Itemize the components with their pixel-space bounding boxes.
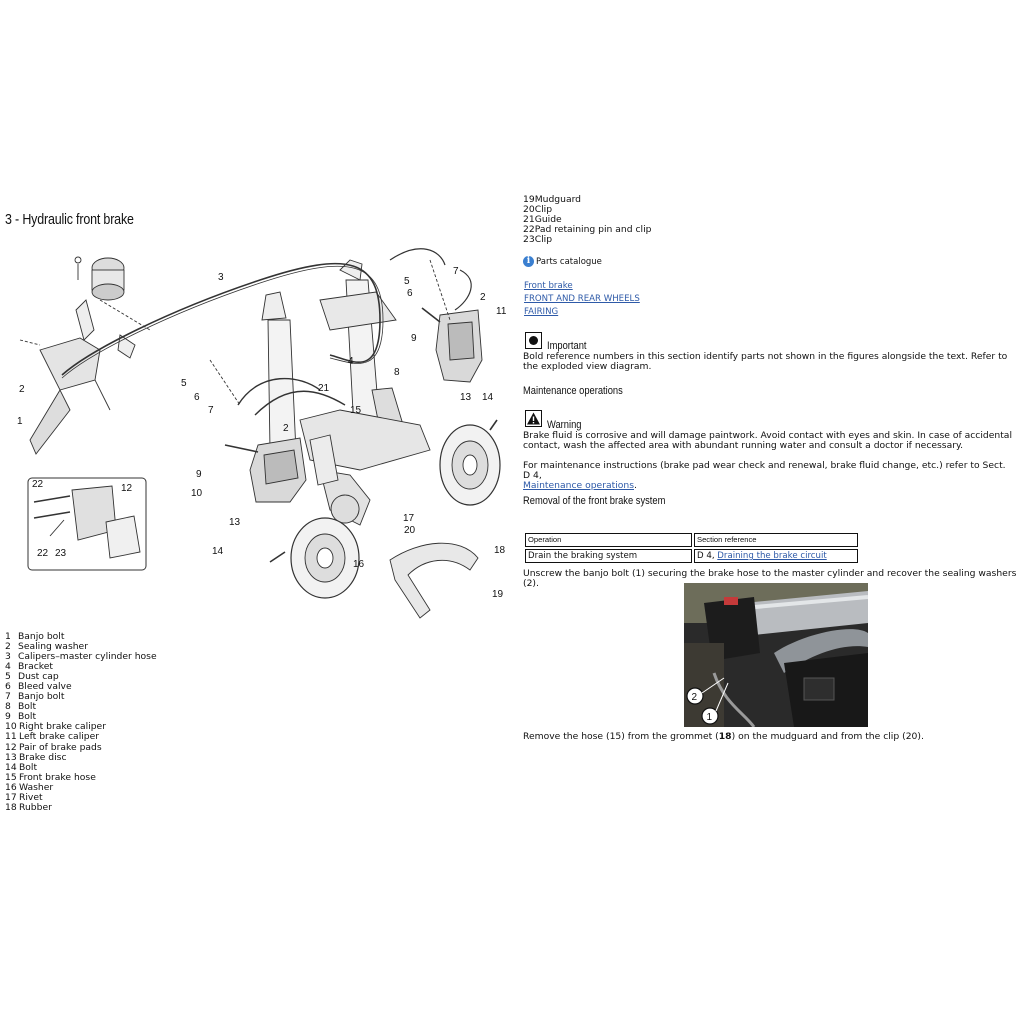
callout-14: 14 (212, 546, 224, 557)
legend-label: Rivet (19, 791, 43, 803)
legend-label: Front brake hose (19, 771, 96, 783)
callout-6: 6 (407, 288, 413, 299)
table-cell-reference: D 4, Draining the brake circuit (694, 549, 858, 563)
master-cylinder-photo (684, 583, 868, 727)
legend-number: 17 (5, 791, 17, 803)
warning-heading: Warning (547, 419, 582, 431)
callout-16: 16 (353, 559, 365, 570)
legend-number: 10 (5, 721, 17, 733)
link-front-rear-wheels[interactable]: FRONT AND REAR WHEELS (524, 294, 640, 305)
legend-label: Bolt (18, 711, 37, 723)
legend-label: Washer (19, 781, 54, 793)
legend-number: 8 (5, 701, 11, 713)
callout-9: 9 (196, 469, 202, 480)
operations-table (523, 531, 860, 565)
callout-2: 2 (19, 384, 25, 395)
legend-label: Dust cap (18, 671, 59, 683)
callout-21: 21 (318, 383, 330, 394)
link-front-brake[interactable]: Front brake (524, 281, 573, 291)
link-draining-brake-circuit[interactable]: Draining the brake circuit (717, 551, 827, 561)
legend-item (523, 235, 652, 245)
parts-legend (5, 632, 157, 813)
table-cell-operation: Drain the braking system (525, 549, 692, 563)
legend-number: 18 (5, 801, 17, 813)
legend-number: 1 (5, 631, 11, 642)
callout-5: 5 (181, 378, 187, 389)
legend-number: 7 (5, 691, 11, 703)
legend-label: Mudguard (534, 194, 582, 205)
legend-label: Banjo bolt (18, 691, 65, 703)
info-icon: i (523, 256, 534, 267)
parts-catalogue (523, 256, 602, 267)
callout-3: 3 (218, 272, 224, 283)
legend-number: 4 (5, 661, 11, 673)
legend-number: 6 (5, 681, 11, 693)
callout-15: 15 (350, 405, 362, 416)
legend-label: Pad retaining pin and clip (534, 224, 652, 236)
callout-6: 6 (194, 392, 200, 403)
legend-number: 12 (5, 741, 17, 753)
legend-number: 3 (5, 651, 11, 663)
callout-19: 19 (492, 589, 504, 600)
legend-label: Clip (534, 234, 553, 246)
legend-number: 13 (5, 751, 17, 763)
exploded-view-diagram (0, 240, 515, 625)
callout-14: 14 (482, 392, 494, 403)
legend-number: 16 (5, 781, 17, 793)
legend-label: Rubber (19, 801, 52, 813)
legend-number: 23 (523, 234, 535, 246)
legend-label: Right brake caliper (19, 721, 106, 733)
callout-9: 9 (411, 333, 417, 344)
callout-17: 17 (403, 513, 415, 524)
legend-label: Bolt (19, 761, 38, 773)
callout-2: 2 (283, 423, 289, 434)
important-icon (525, 332, 542, 349)
warning-text: Brake fluid is corrosive and will damage paintwork. Avoid contact with eyes and skin. In case of accidental contact, wash the affected area with abundant running water and consult a doctor if necessary. (523, 430, 1012, 452)
legend-number: 5 (5, 671, 11, 683)
legend-label: Bracket (18, 661, 54, 673)
legend-label: Guide (534, 214, 562, 226)
maintenance-note: For maintenance instructions (brake pad wear check and renewal, brake fluid change, etc.) refer to Sect. D 4, Maintenance operations. (523, 460, 1006, 492)
table-header-section-reference: Section reference (694, 533, 858, 547)
table-header-operation: Operation (525, 533, 692, 547)
warning-icon (525, 410, 542, 427)
legend-item (5, 803, 157, 813)
legend-label: Bleed valve (18, 681, 72, 693)
callout-10: 10 (191, 488, 203, 499)
important-text: Bold reference numbers in this section identify parts not shown in the figures alongside the text. Refer to the exploded view diagram. (523, 351, 1008, 373)
section-title: 3 - Hydraulic front brake (5, 212, 134, 228)
callout-2: 2 (480, 292, 486, 303)
legend-number: 14 (5, 761, 17, 773)
step-1-text: Unscrew the banjo bolt (1) securing the brake hose to the master cylinder and recover the sealing washers (2). (523, 568, 1017, 590)
link-maintenance-operations[interactable]: Maintenance operations (523, 480, 634, 492)
parts-legend-continued (523, 195, 652, 245)
callout-4: 4 (348, 356, 354, 367)
legend-number: 2 (5, 641, 11, 653)
legend-label: Clip (534, 204, 553, 216)
callout-8: 8 (394, 367, 400, 378)
callout-23: 23 (55, 548, 67, 559)
legend-number: 15 (5, 771, 17, 783)
callout-13: 13 (460, 392, 472, 403)
legend-label: Pair of brake pads (19, 741, 102, 753)
legend-label: Bolt (18, 701, 37, 713)
callout-1: 1 (17, 416, 23, 427)
table-row (525, 549, 858, 563)
callout-12: 12 (121, 483, 133, 494)
legend-number: 9 (5, 711, 11, 723)
parts-catalogue-label: Parts catalogue (536, 256, 602, 267)
callout-11: 11 (496, 306, 507, 317)
callout-13: 13 (229, 517, 241, 528)
legend-label: Sealing washer (18, 641, 88, 653)
legend-number: 21 (523, 214, 535, 226)
legend-number: 11 (5, 731, 17, 743)
photo-callout-2: 2 (691, 692, 698, 703)
legend-label: Calipers–master cylinder hose (18, 651, 157, 663)
legend-number: 19 (523, 194, 535, 205)
callout-22: 22 (32, 479, 44, 490)
callout-5: 5 (404, 276, 410, 287)
legend-number: 22 (523, 224, 535, 236)
callout-7: 7 (208, 405, 214, 416)
legend-label: Banjo bolt (18, 631, 65, 642)
link-fairing[interactable]: FAIRING (524, 307, 559, 318)
legend-label: Left brake caliper (19, 731, 100, 743)
catalogue-links (524, 280, 640, 320)
removal-heading: Removal of the front brake system (523, 495, 666, 507)
callout-18: 18 (494, 545, 506, 556)
maintenance-heading: Maintenance operations (523, 385, 623, 397)
photo-callout-1: 1 (706, 712, 713, 723)
important-heading: Important (547, 340, 587, 352)
callout-22: 22 (37, 548, 49, 559)
step-2-text: Remove the hose (15) from the grommet (18) on the mudguard and from the clip (20). (523, 731, 924, 742)
legend-number: 20 (523, 204, 535, 216)
callout-7: 7 (453, 266, 459, 277)
legend-label: Brake disc (19, 751, 67, 763)
callout-20: 20 (404, 525, 416, 536)
